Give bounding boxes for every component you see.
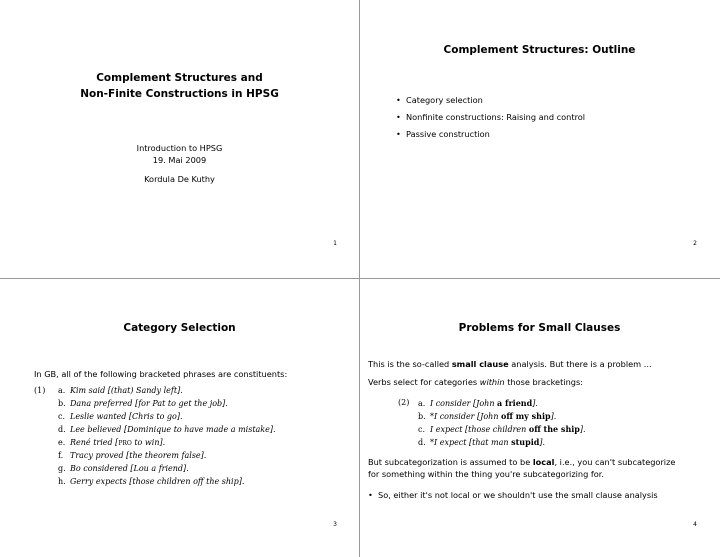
example-item: c. Leslie wanted [Chris to go]. [58, 412, 183, 421]
page-number: 4 [693, 521, 697, 528]
slide-2 [360, 0, 719, 278]
paragraph-3-line2: for something within the thing you're subcategorizing for. [368, 469, 605, 479]
outline-item: • Category selection [396, 95, 483, 105]
paragraph-1: This is the so-called small clause analysis. But there is a problem ... [368, 359, 652, 369]
example-item: f. Tracy proved [the theorem false]. [58, 451, 207, 460]
page-number: 2 [693, 240, 697, 247]
slide-1-title-line2: Non-Finite Constructions in HPSG [80, 88, 279, 100]
author: Kordula De Kuthy [144, 174, 215, 184]
example-number: (2) [398, 398, 410, 407]
date: 19. Mai 2009 [152, 155, 207, 165]
example-item: b. Dana preferred [for Pat to get the job]. [58, 399, 228, 408]
conclusion-bullet: • So, either it's not local or we shouldn't use the small clause analysis [368, 490, 658, 500]
slide-3-title: Category Selection [123, 322, 236, 334]
paragraph-2: Verbs select for categories within those bracketings: [368, 377, 583, 387]
slide-2-title: Complement Structures: Outline [443, 44, 636, 56]
paragraph-3: But subcategorization is assumed to be local, i.e., you can't subcategorize [368, 457, 676, 467]
course-name: Introduction to HPSG [136, 143, 223, 153]
example-item: h. Gerry expects [those children off the ship]. [58, 477, 245, 486]
slide-4 [360, 279, 719, 557]
example-item: e. René tried [pro to win]. [58, 438, 166, 447]
page-number: 1 [333, 240, 337, 247]
outline-item: • Nonfinite constructions: Raising and control [396, 112, 586, 122]
slide-1 [0, 0, 359, 278]
slide-4-title: Problems for Small Clauses [458, 322, 621, 334]
page-number: 3 [333, 521, 337, 528]
example-item: b. *I consider [John off my ship]. [418, 411, 557, 421]
example-item: g. Bo considered [Lou a friend]. [58, 464, 189, 473]
example-item: a. I consider [John a friend]. [418, 398, 538, 408]
slide-1-title-line1: Complement Structures and [96, 72, 263, 84]
intro-text: In GB, all of the following bracketed phrases are constituents: [34, 369, 288, 379]
example-item: c. I expect [those children off the ship]. [418, 424, 586, 434]
example-item: a. Kim said [(that) Sandy left]. [58, 386, 183, 395]
example-item: d. Lee believed [Dominique to have made a mistake]. [58, 425, 276, 434]
example-number: (1) [34, 386, 46, 395]
slide-3 [0, 279, 359, 557]
example-item: d. *I expect [that man stupid]. [418, 437, 546, 447]
outline-item: • Passive construction [396, 129, 490, 139]
